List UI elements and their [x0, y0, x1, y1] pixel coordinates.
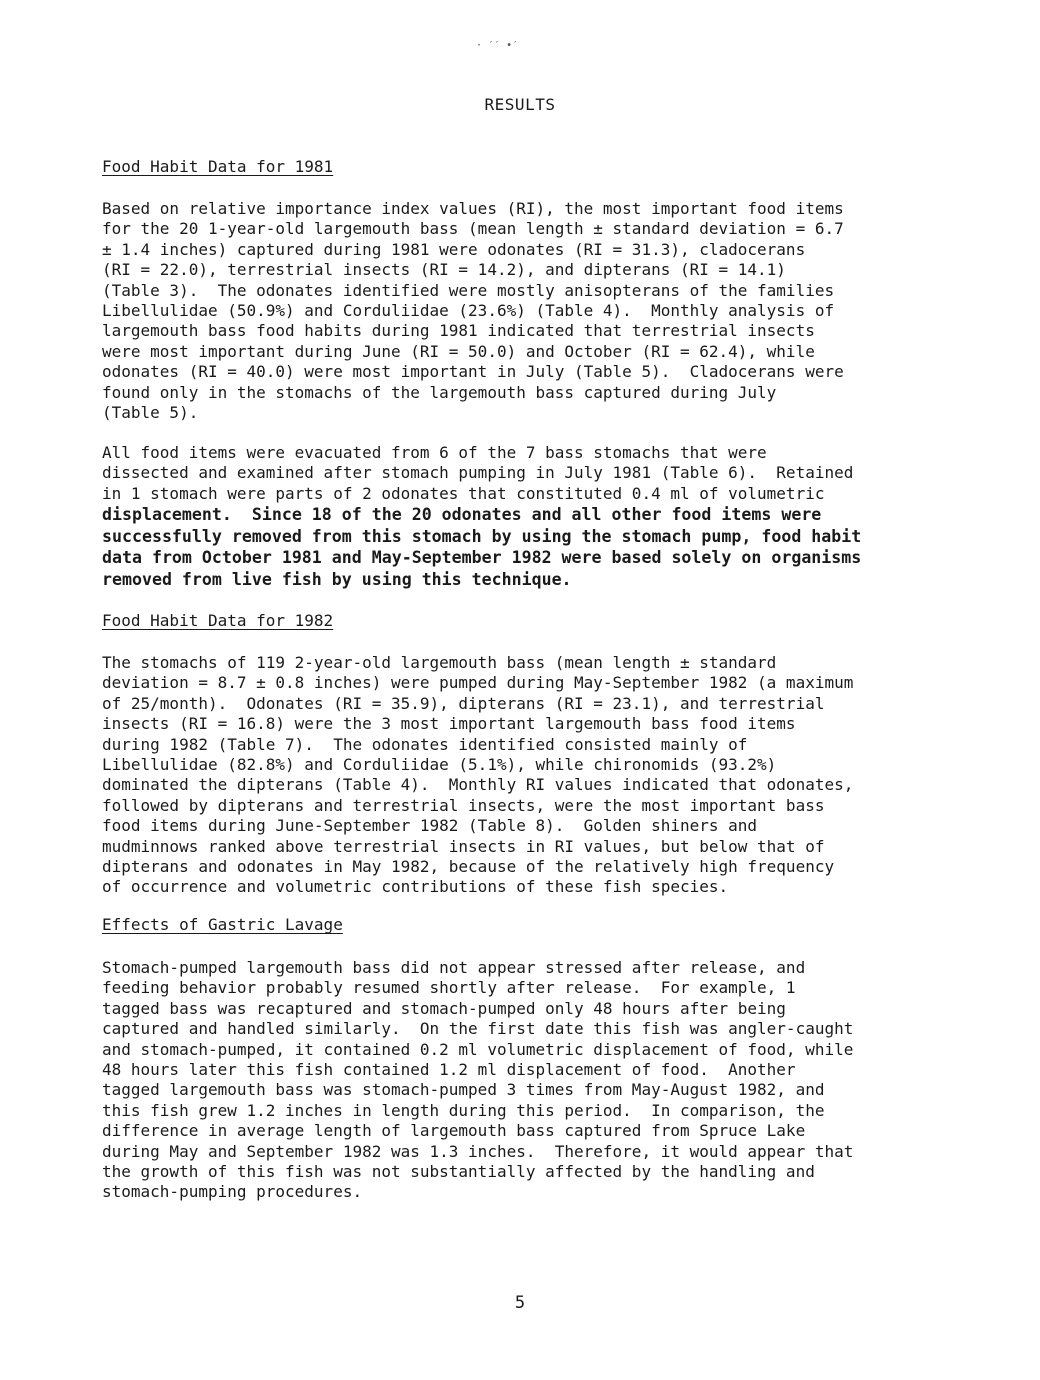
text-line: odonates (RI = 40.0) were most important in July (Table 5). Cladocerans were — [102, 362, 844, 382]
text-line: and stomach-pumped, it contained 0.2 ml volumetric displacement of food, while — [102, 1039, 854, 1059]
text-line-bold: data from October 1981 and May-September 1982 were based solely on organisms — [102, 548, 862, 568]
text-line: were most important during June (RI = 50.0) and October (RI = 62.4), while — [102, 341, 815, 361]
text-line: ± 1.4 inches) captured during 1981 were odonates (RI = 31.3), cladocerans — [102, 239, 806, 259]
page-title: RESULTS — [484, 95, 556, 114]
text-line: dipterans and odonates in May 1982, because of the relatively high frequency — [102, 857, 835, 877]
text-line: this fish grew 1.2 inches in length during this period. In comparison, the — [102, 1100, 825, 1120]
section-heading-gastric-lavage: Effects of Gastric Lavage — [102, 915, 343, 934]
paragraph-gastric-lavage — [102, 958, 952, 1203]
paragraph-1981-summary — [102, 199, 952, 423]
text-line: food items during June-September 1982 (Table 8). Golden shiners and — [102, 816, 758, 836]
text-line: captured and handled similarly. On the first date this fish was angler-caught — [102, 1019, 854, 1039]
text-line: tagged largemouth bass was stomach-pumped 3 times from May-August 1982, and — [102, 1080, 825, 1100]
text-line: feeding behavior probably resumed shortly after release. For example, 1 — [102, 978, 796, 998]
text-line: stomach-pumping procedures. — [102, 1182, 363, 1202]
text-line: found only in the stomachs of the largemouth bass captured during July — [102, 382, 777, 402]
text-line: (RI = 22.0), terrestrial insects (RI = 14.2), and dipterans (RI = 14.1) — [102, 260, 786, 280]
text-line: for the 20 1-year-old largemouth bass (mean length ± standard deviation = 6.7 — [102, 219, 844, 239]
text-line: followed by dipterans and terrestrial insects, were the most important bass — [102, 795, 825, 815]
text-line: insects (RI = 16.8) were the 3 most important largemouth bass food items — [102, 714, 796, 734]
text-line: Stomach-pumped largemouth bass did not appear stressed after release, and — [102, 958, 806, 977]
text-line: in 1 stomach were parts of 2 odonates that constituted 0.4 ml of volumetric — [102, 483, 825, 503]
text-line: of 25/month). Odonates (RI = 35.9), dipterans (RI = 23.1), and terrestrial — [102, 693, 825, 713]
section-heading-1982: Food Habit Data for 1982 — [102, 611, 334, 630]
text-line: (Table 3). The odonates identified were mostly anisopterans of the families — [102, 280, 835, 300]
text-line: Based on relative importance index values (RI), the most important food items — [102, 199, 844, 218]
text-line: dominated the dipterans (Table 4). Monthly RI values indicated that odonates, — [102, 775, 854, 795]
paragraph-stomach-pump-1981 — [102, 443, 952, 591]
paragraph-1982-summary — [102, 653, 952, 898]
text-line: of occurrence and volumetric contributions of these fish species. — [102, 877, 729, 897]
text-line: difference in average length of largemouth bass captured from Spruce Lake — [102, 1121, 806, 1141]
section-heading-1981: Food Habit Data for 1981 — [102, 157, 334, 176]
text-line: during May and September 1982 was 1.3 inches. Therefore, it would appear that — [102, 1141, 854, 1161]
text-line: largemouth bass food habits during 1981 indicated that terrestrial insects — [102, 321, 815, 341]
text-line: dissected and examined after stomach pumping in July 1981 (Table 6). Retained — [102, 463, 854, 483]
text-line: Libellulidae (82.8%) and Corduliidae (5.1%), while chironomids (93.2%) — [102, 755, 777, 775]
text-line-bold: successfully removed from this stomach by using the stomach pump, food habit — [102, 526, 862, 546]
text-line: the growth of this fish was not substantially affected by the handling and — [102, 1162, 815, 1182]
text-line: during 1982 (Table 7). The odonates identified consisted mainly of — [102, 734, 748, 754]
text-line: All food items were evacuated from 6 of the 7 bass stomachs that were — [102, 443, 767, 462]
text-line: deviation = 8.7 ± 0.8 inches) were pumped during May-September 1982 (a maximum — [102, 673, 854, 693]
text-line: The stomachs of 119 2-year-old largemouth bass (mean length ± standard — [102, 653, 777, 672]
text-line-bold: displacement. Since 18 of the 20 odonates and all other food items were — [102, 505, 822, 525]
text-line: tagged bass was recaptured and stomach-pumped only 48 hours after being — [102, 998, 786, 1018]
text-line: Libellulidae (50.9%) and Corduliidae (23.6%) (Table 4). Monthly analysis of — [102, 301, 835, 321]
text-line: (Table 5). — [102, 403, 199, 423]
text-line-bold: removed from live fish by using this technique. — [102, 570, 572, 589]
text-line: 48 hours later this fish contained 1.2 ml displacement of food. Another — [102, 1060, 796, 1080]
scan-marks: · ′′ •′ — [476, 40, 519, 51]
text-line: mudminnows ranked above terrestrial insects in RI values, but below that of — [102, 836, 825, 856]
page-number: 5 — [514, 1293, 526, 1313]
